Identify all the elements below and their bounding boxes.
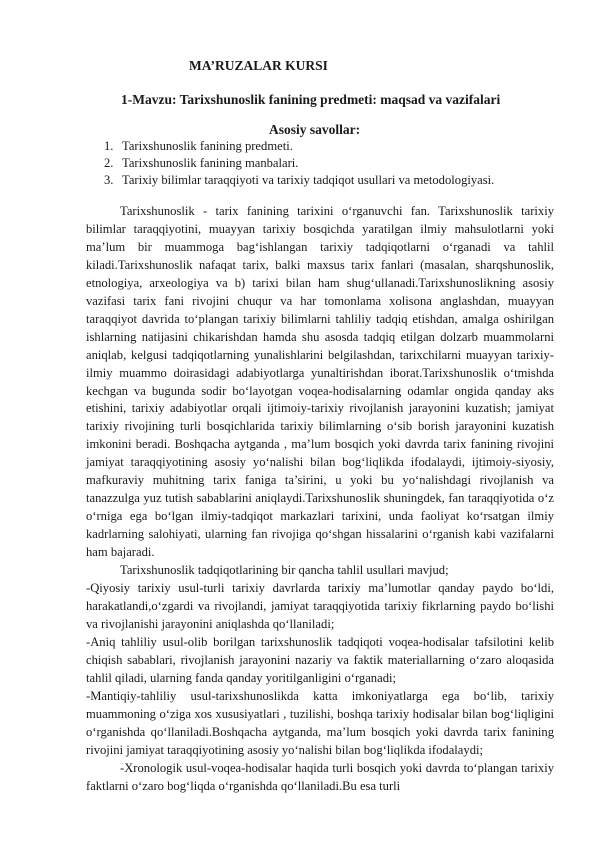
question-list <box>104 138 494 189</box>
body-paragraph: Tarixshunoslik tadqiqotlarining bir qancha tahlil usullari mavjud; <box>120 563 449 578</box>
body-paragraph: -Aniq tahliliy usul-olib borilgan tarixshunoslik tadqiqoti voqea-hodisalar tafsilotini kelib chiqish sabablari, rivojlanish jarayonini nazariy va faktik materiallarning o‘zaro aloqasida tahlil qiladi, ularning fanda qanday yoritilganligini o‘rganadi; <box>86 634 554 685</box>
question-number: 2. <box>104 156 114 170</box>
question-item <box>104 172 494 189</box>
body-paragraph: Tarixshunoslik - tarix fanining tarixini o‘rganuvchi fan. Tarixshunoslik tarixiy bilimlar taraqqiyotini, muayyan tarixiy bosqichda yaratilgan ilmiy mahsulotlarni yoki ma’lum bir muammoga bag‘ishlangan tarixiy tadqiqotlarni o‘rganadi va tahlil kiladi.Tarixshunoslik nafaqat tarix, balki maxsus tarix fanlari (masalan, sharqshunoslik, etnologiya, arxeologiya va b) tarixi bilan ham shug‘ullanadi.Tarixshunoslikning asosiy vazifasi tarix fani rivojini chuqur va har tomonlama xolisona anglashdan, muayyan taraqqiyot davrida to‘plangan tarixiy bilimlarni tahliliy tadqiq etishdan, amalga oshirilgan ishlarning natijasini chikarishdan hamda shu asosda tadqiq etilgan dolzarb muammolarni aniqlab, kelgusi tadqiqotlarning yunalishlarini belgilashdan, tarixchilarni muayyan tarixiy-ilmiy muammo doirasidagi adabiyotlarga yunaltirishdan iborat.Tarixshunoslik o‘tmishda kechgan va bugunda sodir bo‘layotgan voqea-hodisalarning odamlar ongida qanday aks etishini, tarixiy adabiyotlar orqali ijtimoiy-tarixiy rivojlanish jarayonini kuzatish; jamiyat tarixiy rivojining turli bosqichlarida tarixiy bilimlarning o‘sib borish jarayonini kuzatish imkonini beradi. Boshqacha aytganda , ma’lum bosqich yoki davrda tarix fanining rivojini jamiyat taraqqiyotining asosiy yo‘nalishi bilan bog‘liqlikda ifodalaydi, ijtimoiy-siyosiy, mafkuraviy muhitning tarix faniga ta’sirini, u yoki bu yo‘nalishdagi rivojlanish va tanazzulga yuz tutish sabablarini aniqlaydi.Tarixshunoslik shuningdek, fan taraqqiyotida o‘z o‘rniga ega bo‘lgan ilmiy-tadqiqot markazlari tarixini, unda faoliyat ko‘rsatgan ilmiy kadrlarning salohiyati, ularning fan rivojiga qo‘shgan hissalarini o‘rganish kabi vazifalarni ham bajaradi. <box>86 204 554 560</box>
topic-title: 1-Mavzu: Tarixshunoslik fanining predmeti: maqsad va vazifalari <box>121 92 501 107</box>
question-text: Tarixshunoslik fanining predmeti. <box>122 139 293 153</box>
question-number: 1. <box>104 139 114 153</box>
body-paragraph: -Qiyosiy tarixiy usul-turli tarixiy davrlarda tarixiy ma’lumotlar qanday paydo bo‘ldi, harakatlandi,o‘zgardi va rivojlandi, jamiyat taraqqiyotida tarixiy fikrlarning paydo bo‘lishi va rivojlanishi jarayonini aniqlashda qo‘llaniladi; <box>86 581 554 631</box>
questions-heading: Asosiy savollar: <box>269 122 361 137</box>
question-text: Tarixshunoslik fanining manbalari. <box>122 156 299 170</box>
body-paragraph: -Mantiqiy-tahliliy usul-tarixshunoslikda katta imkoniyatlarga ega bo‘lib, tarixiy muammoning o‘ziga xos xususiyatlari , tuzilishi, boshqa tarixiy hodisalar bilan bog‘liqligini o‘rganishda qo‘llaniladi.Boshqacha aytganda, ma’lum bosqich yoki davrda tarix fanining rivojini jamiyat taraqqiyotining asosiy yo‘nalishi bilan bog‘liqlikda ifodalaydi; <box>86 688 554 757</box>
course-title: MA’RUZALAR KURSI <box>189 58 328 73</box>
question-item <box>104 155 494 172</box>
question-item <box>104 138 494 155</box>
question-text: Tarixiy bilimlar taraqqiyoti va tarixiy tadqiqot usullari va metodologiyasi. <box>122 173 495 187</box>
lecture-body <box>86 203 554 795</box>
body-paragraph: -Xronologik usul-voqea-hodisalar haqida turli bosqich yoki davrda to‘plangan tarixiy faktlarni o‘zaro bog‘liqda o‘rganishda qo‘llaniladi.Bu esa turli <box>86 760 554 793</box>
question-number: 3. <box>104 173 114 187</box>
